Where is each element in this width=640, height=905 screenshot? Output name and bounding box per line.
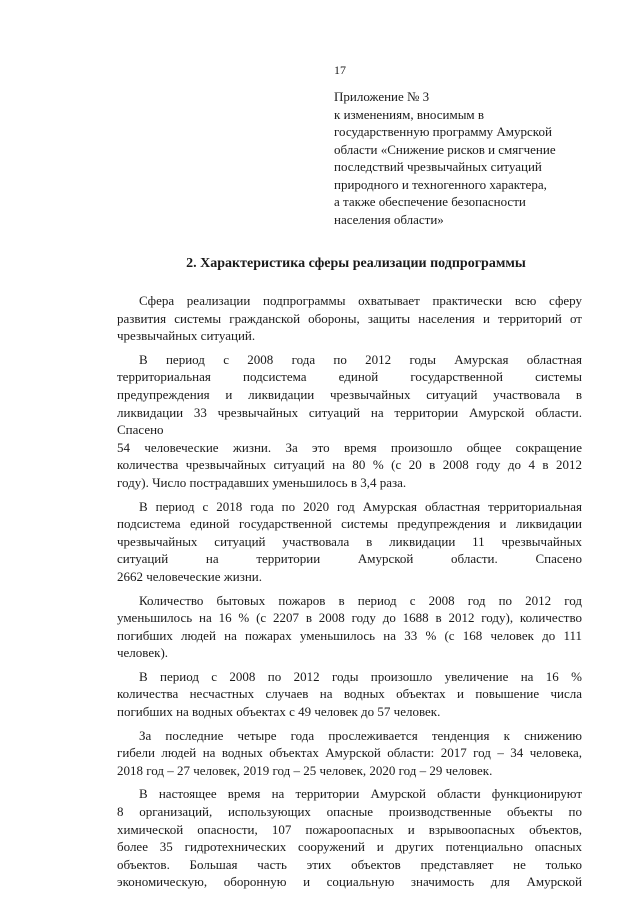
paragraph-line: более 35 гидротехнических сооружений и других потенциально опасных <box>117 839 582 855</box>
paragraph-line: территориальная подсистема единой государственной системы <box>117 369 582 385</box>
paragraph-line: количества несчастных случаев на водных объектах и повышение числа <box>117 686 582 702</box>
paragraph-line: году). Число пострадавших уменьшилось в 3,4 раза. <box>117 474 407 490</box>
paragraph-line: Количество бытовых пожаров в период с 2008 год по 2012 год <box>139 592 582 608</box>
appendix-line: Приложение № 3 <box>334 89 430 104</box>
paragraph-line: 2662 человеческие жизни. <box>117 568 262 584</box>
body-text <box>117 292 582 897</box>
paragraph-line: развития системы гражданской обороны, защиты населения и территорий от <box>117 310 582 326</box>
appendix-line: к изменениям, вносимым в <box>334 106 485 122</box>
paragraph-line: 54 человеческие жизни. За это время произошло общее сокращение <box>117 439 582 455</box>
paragraph <box>117 785 582 891</box>
paragraph-line: чрезвычайных ситуаций. <box>117 328 256 344</box>
paragraph-line: экономическую, оборонную и социальную значимость для Амурской <box>117 874 582 890</box>
paragraph-line: объектов. Большая часть этих объектов представляет не только <box>117 856 582 872</box>
paragraph-line: уменьшилось на 16 % (с 2207 в 2008 году до 1688 в 2012 году), количество <box>117 610 582 626</box>
appendix-line: а также обеспечение безопасности <box>334 194 526 209</box>
paragraph-line: количества чрезвычайных ситуаций на 80 % (с 20 в 2008 году до 4 в 2012 <box>117 457 582 473</box>
paragraph-line: химической опасности, 107 пожароопасных и взрывоопасных объектов, <box>117 821 582 837</box>
paragraph-line: 2018 год – 27 человек, 2019 год – 25 человек, 2020 год – 29 человек. <box>117 762 493 778</box>
paragraph-line: Спасено <box>117 422 164 438</box>
paragraph <box>117 292 582 345</box>
paragraph-line: гибели людей на водных объектах Амурской области: 2017 год – 34 человека, <box>117 745 582 761</box>
paragraph-line: чрезвычайных ситуаций участвовала в ликвидации 11 чрезвычайных <box>117 533 582 549</box>
paragraph-line: В настоящее время на территории Амурской области функционируют <box>139 786 582 802</box>
appendix-line: государственную программу Амурской <box>334 124 552 139</box>
page-number: 17 <box>334 63 346 77</box>
appendix-line: населения области» <box>334 211 444 227</box>
paragraph <box>117 592 582 662</box>
paragraph-line: подсистема единой государственной системы предупреждения и ликвидации <box>117 516 582 532</box>
paragraph-line: погибших на водных объектах с 49 человек до 57 человек. <box>117 704 441 720</box>
paragraph-line: В период с 2008 года по 2012 годы Амурская областная <box>139 351 582 367</box>
paragraph <box>117 351 582 492</box>
paragraph-line: человек). <box>117 645 169 661</box>
appendix-line: области «Снижение рисков и смягчение <box>334 141 556 157</box>
paragraph-line: 8 организаций, использующих опасные производственные объекты по <box>117 804 582 820</box>
paragraph-line: Сфера реализации подпрограммы охватывает практически всю сферу <box>139 293 582 308</box>
paragraph-line: За последние четыре года прослеживается тенденция к снижению <box>139 727 582 743</box>
paragraph <box>117 668 582 721</box>
paragraph-line: предупреждения и ликвидации чрезвычайных ситуаций участвовала в <box>117 386 582 402</box>
appendix-block <box>334 88 624 228</box>
paragraph-line: ликвидации 33 чрезвычайных ситуаций на территории Амурской области. <box>117 404 582 420</box>
paragraph-line: В период с 2008 по 2012 годы произошло увеличение на 16 % <box>139 668 582 684</box>
paragraph-line: ситуаций на территории Амурской области. Спасено <box>117 551 582 567</box>
section-title: 2. Характеристика сферы реализации подпрограммы <box>186 256 526 271</box>
paragraph <box>117 498 582 586</box>
paragraph-line: В период с 2018 года по 2020 год Амурская областная территориальная <box>139 498 582 514</box>
paragraph <box>117 727 582 780</box>
appendix-line: природного и техногенного характера, <box>334 176 547 192</box>
paragraph-line: погибших людей на пожарах уменьшилось на 33 % (с 168 человек до 111 <box>117 627 582 643</box>
appendix-line: последствий чрезвычайных ситуаций <box>334 159 542 174</box>
